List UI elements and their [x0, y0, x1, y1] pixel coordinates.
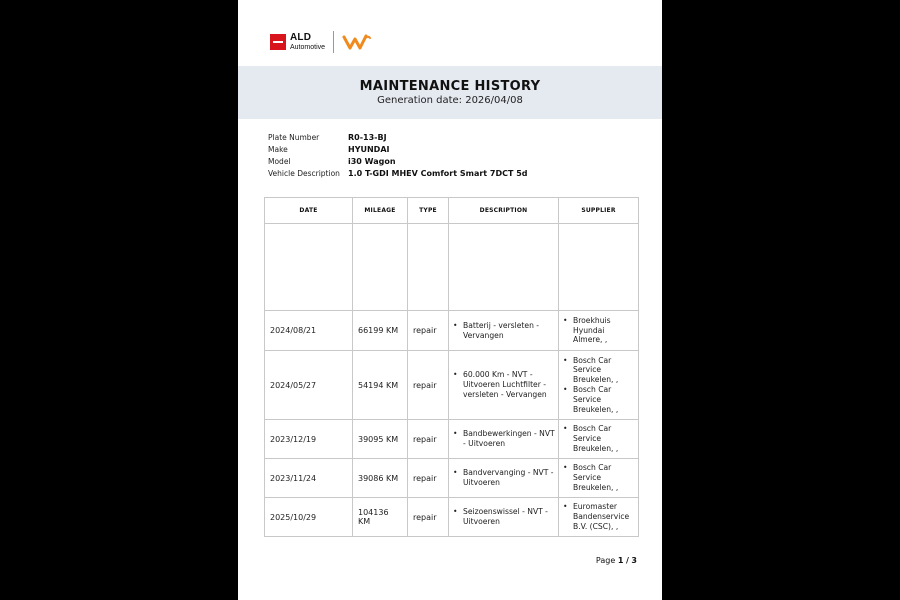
cell-type: repair [408, 420, 449, 459]
cell-type: repair [408, 351, 449, 420]
description-item: • 60.000 Km - NVT - Uitvoeren Luchtfilter - versleten - Vervangen [453, 370, 555, 399]
info-label: Plate Number [268, 132, 320, 142]
partner-logo-icon [342, 33, 372, 51]
cell-description [449, 498, 559, 537]
logo-row [270, 30, 372, 54]
cell-date: 2023/11/24 [265, 459, 353, 498]
column-header-supplier: SUPPLIER [559, 198, 639, 224]
page-indicator [596, 556, 637, 565]
title-banner [238, 66, 662, 119]
company-name: ALD [290, 32, 312, 43]
description-item: • Seizoenswissel - NVT - Uitvoeren [453, 507, 555, 527]
supplier-item: • Bosch Car Service Breukelen, , [563, 356, 635, 385]
description-item: • Batterij - versleten - Vervangen [453, 321, 555, 341]
cell-supplier [559, 351, 639, 420]
ald-logo-icon [270, 34, 286, 50]
cell-supplier [559, 459, 639, 498]
column-header-date: DATE [265, 198, 353, 224]
cell-mileage: 39095 KM [353, 420, 408, 459]
cell-date: 2025/10/29 [265, 498, 353, 537]
supplier-item: • Euromaster Bandenservice B.V. (CSC), , [563, 502, 635, 531]
company-subtitle: Automotive [290, 44, 326, 51]
cell-mileage: 104136 KM [353, 498, 408, 537]
info-value: 1.0 T-GDI MHEV Comfort Smart 7DCT 5d [348, 169, 528, 179]
column-header-description: DESCRIPTION [449, 198, 559, 224]
table-row [265, 311, 639, 351]
info-row-model [268, 155, 528, 167]
logo-divider [333, 31, 334, 53]
info-row-plate [268, 131, 528, 143]
info-row-make [268, 143, 528, 155]
column-header-mileage: MILEAGE [353, 198, 408, 224]
page-title: MAINTENANCE HISTORY [359, 79, 541, 94]
cell-date: 2023/12/19 [265, 420, 353, 459]
cell-date: 2024/05/27 [265, 351, 353, 420]
vehicle-info [268, 131, 528, 180]
page-total: 3 [631, 556, 637, 565]
cell-supplier [559, 311, 639, 351]
page-separator: / [625, 556, 629, 565]
supplier-item: • Bosch Car Service Breukelen, , [563, 385, 635, 414]
supplier-item: • Broekhuis Hyundai Almere, , [563, 316, 635, 345]
info-row-description [268, 168, 528, 180]
info-value: i30 Wagon [348, 156, 396, 166]
column-header-type: TYPE [408, 198, 449, 224]
cell-date: 2024/08/21 [265, 311, 353, 351]
table-row [265, 498, 639, 537]
maintenance-table [264, 197, 639, 537]
table-row-empty [265, 224, 639, 311]
cell-type: repair [408, 459, 449, 498]
table-row [265, 420, 639, 459]
cell-description [449, 459, 559, 498]
table-row [265, 459, 639, 498]
document-page [238, 0, 662, 600]
cell-supplier [559, 498, 639, 537]
cell-supplier [559, 420, 639, 459]
info-label: Model [268, 156, 291, 166]
cell-mileage: 54194 KM [353, 351, 408, 420]
table-header-row [265, 198, 639, 224]
cell-type: repair [408, 498, 449, 537]
cell-type: repair [408, 311, 449, 351]
page-label: Page [595, 556, 616, 565]
cell-mileage: 66199 KM [353, 311, 408, 351]
ald-logo-text [290, 33, 325, 51]
cell-description [449, 351, 559, 420]
info-value: HYUNDAI [348, 144, 390, 154]
cell-mileage: 39086 KM [353, 459, 408, 498]
table-row [265, 351, 639, 420]
info-label: Vehicle Description [268, 169, 340, 179]
supplier-item: • Bosch Car Service Breukelen, , [563, 424, 635, 453]
page-current: 1 [617, 556, 624, 565]
info-value: R0-13-BJ [348, 132, 387, 142]
supplier-item: • Bosch Car Service Breukelen, , [563, 463, 635, 492]
description-item: • Bandvervanging - NVT - Uitvoeren [453, 468, 555, 488]
cell-description [449, 420, 559, 459]
info-label: Make [268, 144, 288, 154]
description-item: • Bandbewerkingen - NVT - Uitvoeren [453, 429, 555, 449]
cell-description [449, 311, 559, 351]
generation-date: Generation date: 2026/04/08 [377, 95, 523, 106]
